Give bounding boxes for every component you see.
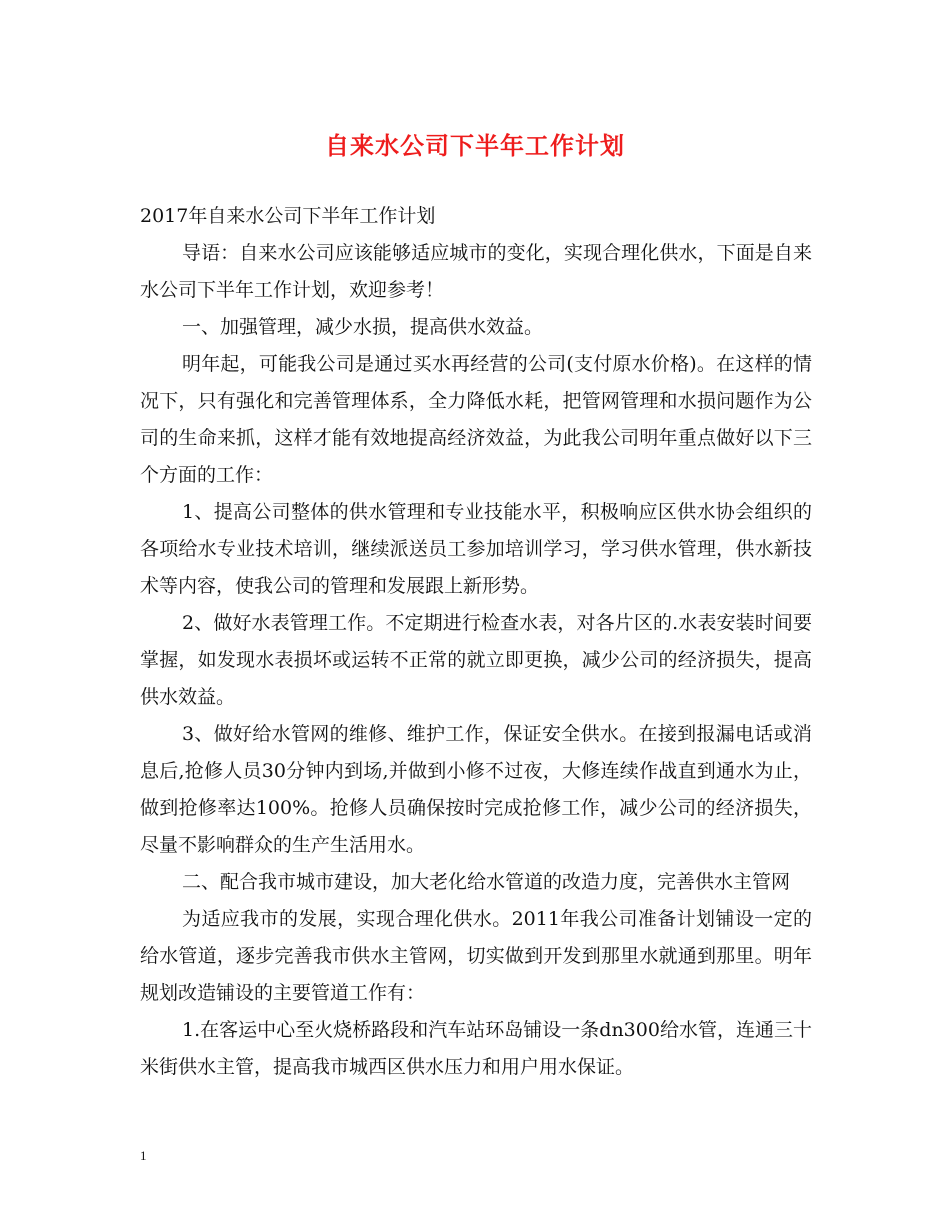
list-item: 1.在客运中心至火烧桥路段和汽车站环岛铺设一条dn300给水管，连通三十米街供水主管，提高我市城西区供水压力和用户用水保证。 [140,1019,812,1078]
document-body [140,198,812,1086]
paragraph: 明年起，可能我公司是通过买水再经营的公司(支付原水价格)。在这样的情况下，只有强化和完善管理体系，全力降低水耗，把管网管理和水损问题作为公司的生命来抓，这样才能有效地提高经济效益，为此我公司明年重点做好以下三个方面的工作： [140,353,812,486]
section-heading-2: 二、配合我市城市建设，加大老化给水管道的改造力度，完善供水主管网 [182,871,791,893]
page-number: 1 [140,1148,147,1163]
paragraph-intro: 导语：自来水公司应该能够适应城市的变化，实现合理化供水，下面是自来水公司下半年工作计划，欢迎参考！ [140,242,812,301]
section-heading-1: 一、加强管理，减少水损，提高供水效益。 [182,316,544,338]
list-item: 3、做好给水管网的维修、维护工作，保证安全供水。在接到报漏电话或消息后,抢修人员30分钟内到场,并做到小修不过夜，大修连续作战直到通水为止，做到抢修率达100%。抢修人员确保按时完成抢修工作，减少公司的经济损失，尽量不影响群众的生产生活用水。 [140,723,812,856]
paragraph-subtitle: 2017年自来水公司下半年工作计划 [140,205,436,227]
paragraph: 为适应我市的发展，实现合理化供水。2011年我公司准备计划铺设一定的给水管道，逐步完善我市供水主管网，切实做到开发到那里水就通到那里。明年规划改造铺设的主要管道工作有： [140,908,812,1004]
list-item: 2、做好水表管理工作。不定期进行检查水表，对各片区的.水表安装时间要掌握，如发现水表损坏或运转不正常的就立即更换，减少公司的经济损失，提高供水效益。 [140,612,812,708]
document-title: 自来水公司下半年工作计划 [325,131,625,160]
list-item: 1、提高公司整体的供水管理和专业技能水平，积极响应区供水协会组织的各项给水专业技术培训，继续派送员工参加培训学习，学习供水管理，供水新技术等内容，使我公司的管理和发展跟上新形势。 [140,501,812,597]
